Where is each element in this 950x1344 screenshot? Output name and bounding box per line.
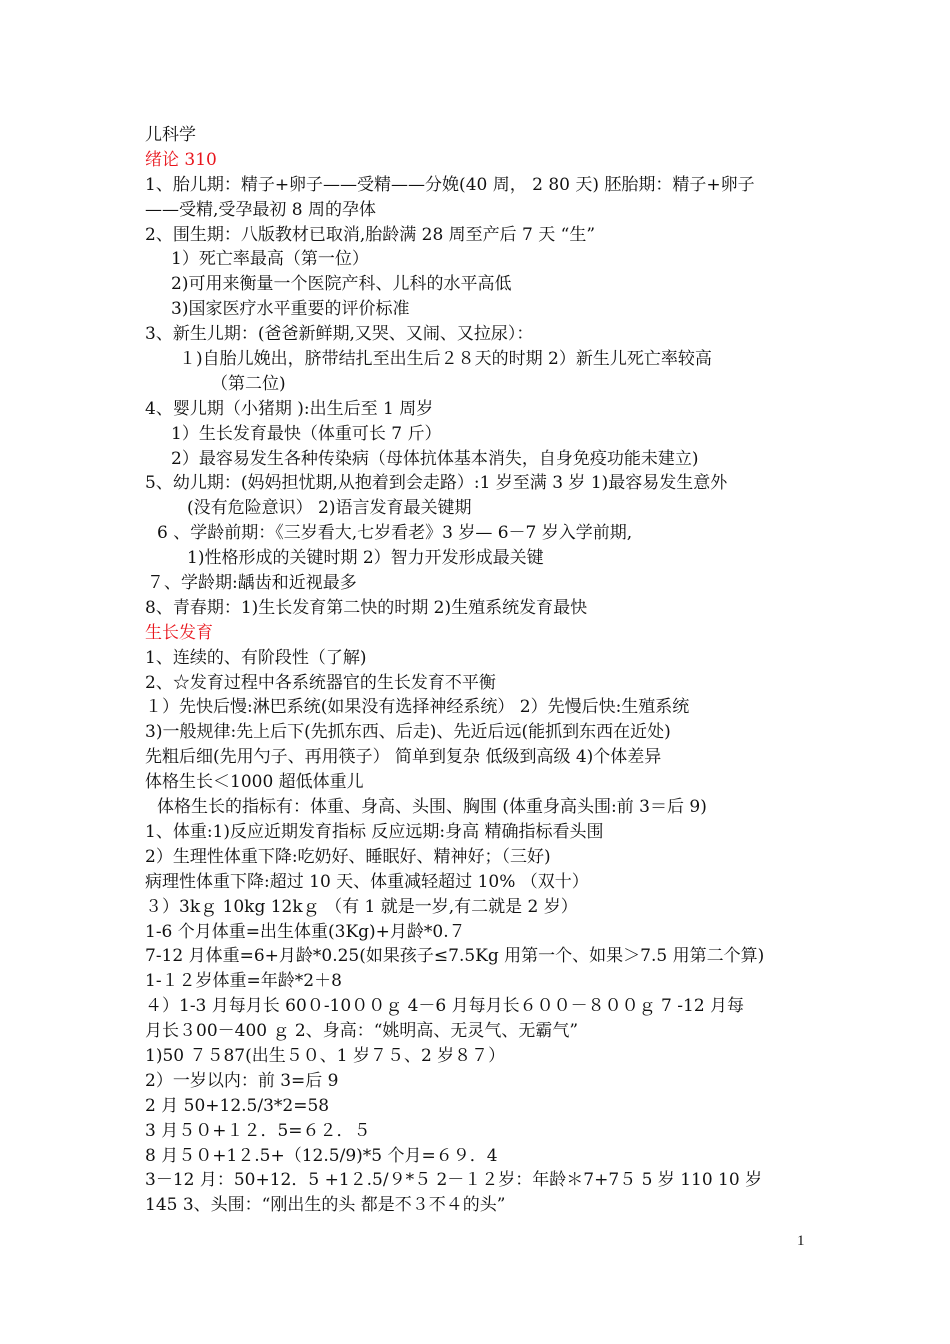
text-line: （第二位) [211,373,286,394]
document-body [145,123,825,1218]
document-title: 儿科学 [145,125,196,145]
text-line: 3－12 月：50+12．5 +1２.5/９*５ 2－１２岁：年龄＊7+7５ 5 岁 110 10 岁 [145,1170,763,1191]
text-line: 病理性体重下降:超过 10 天、体重减轻超过 10% （双十） [145,871,589,892]
text-line: 4、婴儿期（小猪期 ):出生后至 1 周岁 [145,398,434,419]
text-line: 1、连续的、有阶段性（了解) [145,647,367,668]
text-line: 3)一般规律:先上后下(先抓东西、后走)、先近后远(能抓到东西在近处) [145,722,671,743]
text-line: １)自胎儿娩出，脐带结扎至出生后２８天的时期 2）新生儿死亡率较高 [179,349,712,370]
text-line: 145 3、头围：“刚出生的头 都是不３不４的头” [145,1195,506,1216]
text-line: 体格生长的指标有：体重、身高、头围、胸围 (体重身高头围:前 3＝后 9) [157,797,707,818]
text-line: 2 月 50+12.5/3*2=58 [145,1095,330,1116]
text-line: 8 月５０+1２.5+（12.5/9)*5 个月=６９．4 [145,1145,498,1166]
text-line: 1）死亡率最高（第一位） [171,249,369,270]
text-line: ３）3kｇ 10kg 12kｇ （有 1 就是一岁,有二就是 2 岁） [145,896,578,917]
text-line: 5、幼儿期：(妈妈担忧期,从抱着到会走路）:1 岁至满 3 岁 1)最容易发生意外 [145,473,728,494]
text-line: 3)国家医疗水平重要的评价标准 [171,299,410,320]
text-line: 2）最容易发生各种传染病（母体抗体基本消失，自身免疫功能未建立) [171,448,699,469]
page-number: 1 [797,1233,805,1249]
text-line: 2）一岁以内：前 3=后 9 [145,1070,339,1091]
text-line: 1-１２岁体重=年龄*2＋8 [145,971,342,992]
text-line: 8、青春期：1)生长发育第二快的时期 2)生殖系统发育最快 [145,597,588,618]
text-line: 7-12 月体重=6+月龄*0.25(如果孩子≤7.5Kg 用第一个、如果＞7.5 用第二个算) [145,946,765,967]
text-line: 3 月５０+１２．5=６２．５ [145,1120,371,1141]
text-line: 3、新生儿期：(爸爸新鲜期,又哭、又闹、又拉尿）： [145,324,534,345]
text-line: 1)性格形成的关键时期 2）智力开发形成最关键 [187,548,544,569]
text-line: 2)可用来衡量一个医院产科、儿科的水平高低 [171,274,512,295]
text-line: 1)50 ７５87(出生５０、1 岁７５、2 岁８７） [145,1045,506,1066]
text-line: 6 、学龄前期：《三岁看大,七岁看老》3 岁— 6－7 岁入学前期, [157,523,633,544]
text-line: 2、☆发育过程中各系统器官的生长发育不平衡 [145,672,496,693]
text-line: 2）生理性体重下降:吃奶好、睡眠好、精神好；（三好) [145,846,551,867]
text-line: 1、体重:1)反应近期发育指标 反应远期:身高 精确指标看头围 [145,821,604,842]
text-line: 1）生长发育最快（体重可长 7 斤） [171,423,442,444]
text-line: ——受精,受孕最初 8 周的孕体 [145,199,377,220]
text-line: ７、学龄期:龋齿和近视最多 [147,573,357,594]
text-line: 2、围生期：八版教材已取消,胎龄满 28 周至产后 7 天 “生” [145,224,596,245]
text-line: 体格生长＜1000 超低体重儿 [145,772,364,793]
text-line: 月长３00－400 ｇ 2、身高：“姚明高、无灵气、无霸气” [145,1021,579,1042]
text-line: (没有危险意识） 2)语言发育最关键期 [187,498,472,519]
text-line: ４）1-3 月每月长 60０-10００ｇ 4－6 月每月长６００－８００ｇ 7 -12 月每 [145,996,745,1017]
section-heading-introduction: 绪论 310 [145,149,217,170]
text-line: 1-6 个月体重=出生体重(3Kg)+月龄*0.７ [145,921,466,942]
section-heading-growth: 生长发育 [145,622,213,643]
text-line: 先粗后细(先用勺子、再用筷子） 简单到复杂 低级到高级 4)个体差异 [145,747,662,768]
text-line: １）先快后慢:淋巴系统(如果没有选择神经系统） 2）先慢后快:生殖系统 [145,697,690,718]
text-line: 1、胎儿期：精子+卵子——受精——分娩(40 周， 2 80 天) 胚胎期：精子+卵子 [145,174,755,195]
